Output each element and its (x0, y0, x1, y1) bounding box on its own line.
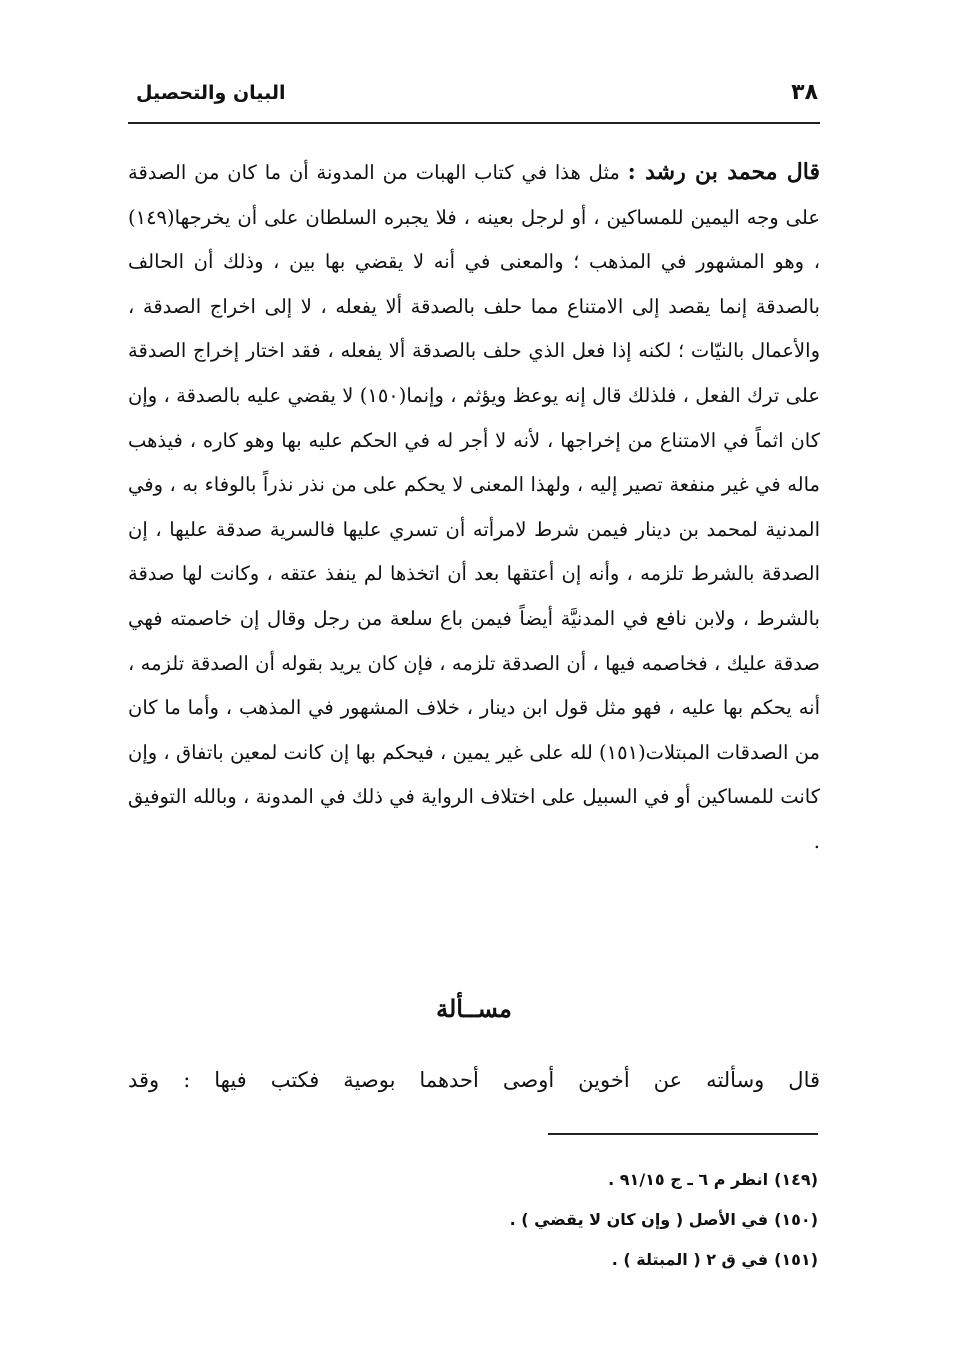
footnote-text: في ق ٢ ( المبتلة ) . (611, 1250, 769, 1269)
paragraph-text: مثل هذا في كتاب الهبات من المدونة أن ما كان من الصدقة على وجه اليمين للمساكين ، أو لرجل بعينه ، فلا يجبره السلطان على أن يخرجها(١٤٩) ، وهو المشهور في المذهب ؛ والمعنى في أنه لا يقضي بها بين ، وذلك أن الحالف بالصدقة إنما يقصد إلى الامتناع مما حلف بالصدقة ألا يفعله ، لا إلى اخراج الصدقة ، والأعمال بالنيّات ؛ لكنه إذا فعل الذي حلف بالصدقة ألا يفعله ، فقد اختار إخراج الصدقة على ترك الفعل ، فلذلك قال إنه يوعظ ويؤثم ، وإنما(١٥٠) لا يقضي عليه بالصدقة ، وإن كان اثماً في الامتناع من إخراجها ، لأنه لا أجر له في الحكم عليه بها وهو كاره ، فيذهب ماله في غير منفعة تصير إليه ، ولهذا المعنى لا يحكم على من نذر نذراً بالوفاء به ، وفي المدنية لمحمد بن دينار فيمن شرط لامرأته أن تسري عليها فالسرية صدقة عليها ، إن الصدقة بالشرط تلزمه ، وأنه إن أعتقها بعد أن اتخذها لم ينفذ عتقه ، وكانت لها صدقة بالشرط ، ولابن نافع في المدنيَّة أيضاً فيمن باع سلعة من رجل وقال إن خاصمته فهي صدقة عليك ، فخاصمه فيها ، أن الصدقة تلزمه ، فإن كان يريد بقوله أن الصدقة تلزمه ، أنه يحكم بها عليه ، فهو مثل قول ابن دينار ، خلاف المشهور في المذهب ، وأما ما كان من الصدقات المبتلات(١٥١) لله على غير يمين ، فيحكم بها إن كانت لمعين باتفاق ، وإن كانت للمساكين أو في السبيل على اختلاف الرواية في ذلك في المدونة ، وبالله التوفيق . (128, 161, 820, 853)
footnote-text: في الأصل ( وإن كان لا يقضي ) . (509, 1210, 769, 1229)
footnote-text: انظر م ٦ ـ ج ٩١/١٥ . (608, 1170, 769, 1189)
question-line: قال وسألته عن أخوين أوصى أحدهما بوصية فكتب فيها : وقد (128, 1068, 820, 1092)
page-header (128, 78, 818, 118)
section-heading: مســألة (436, 994, 512, 1023)
speaker-attribution: قال محمد بن رشد : (627, 159, 820, 185)
footnote-149 (128, 1160, 818, 1200)
footnote-number: (١٤٩) (774, 1170, 818, 1189)
footnote-150 (128, 1200, 818, 1240)
footnote-151 (128, 1240, 818, 1280)
footnote-number: (١٥١) (774, 1250, 818, 1269)
page-number: ٣٨ (791, 80, 818, 105)
main-paragraph (128, 150, 820, 865)
running-title: البيان والتحصيل (136, 82, 286, 104)
footnote-number: (١٥٠) (774, 1210, 818, 1229)
header-rule (128, 122, 820, 124)
footnotes (128, 1160, 818, 1280)
footnote-rule (548, 1133, 818, 1135)
